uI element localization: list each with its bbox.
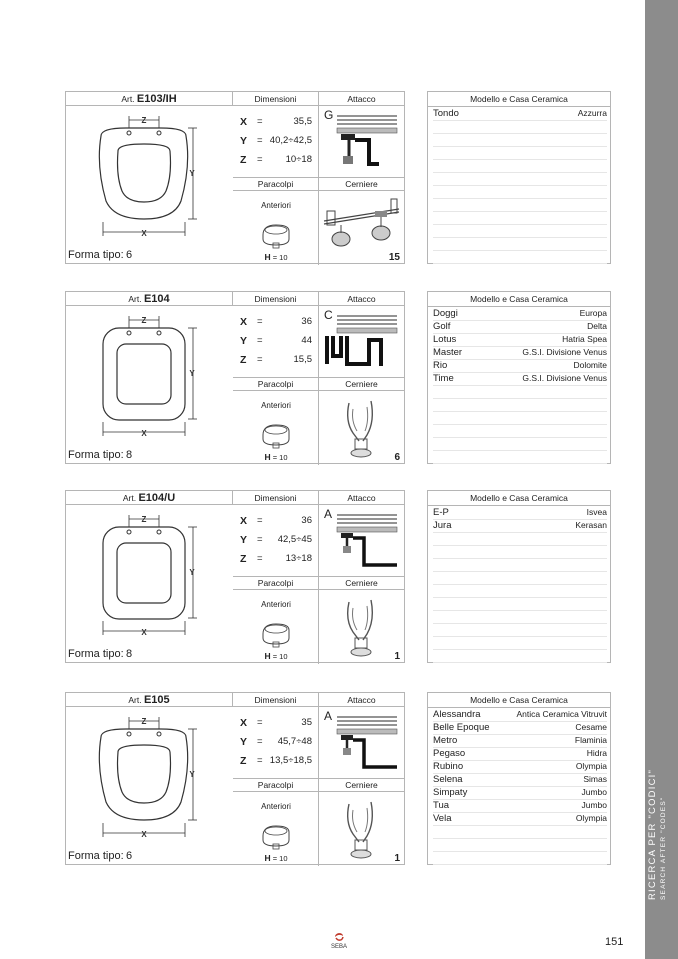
- model-row: [433, 786, 607, 800]
- hinges-header: Cerniere: [319, 576, 404, 590]
- article-header: [66, 292, 233, 306]
- product-card: [65, 692, 405, 865]
- model-row: [433, 773, 607, 787]
- dim-key-x: X: [240, 116, 248, 128]
- product-block: [65, 692, 611, 865]
- hinge-number: 6: [394, 452, 400, 463]
- dim-value-x: 35: [301, 717, 312, 728]
- model-row: [433, 237, 607, 251]
- model-row: [433, 320, 607, 334]
- seat-diagram: [66, 505, 233, 645]
- dim-key-x: X: [240, 717, 248, 729]
- hinge-number: 1: [394, 853, 400, 864]
- model-row: [433, 250, 607, 264]
- model-brand: Jumbo: [581, 787, 607, 797]
- model-brand: Dolomite: [573, 360, 607, 370]
- product-block: [65, 490, 611, 663]
- bumpers-header: Paracolpi: [233, 177, 319, 191]
- article-header: [66, 491, 233, 505]
- model-row: [433, 734, 607, 748]
- bumpers-cell: [233, 792, 319, 866]
- dim-eq: =: [257, 116, 263, 127]
- compatible-models-table: [427, 490, 611, 663]
- height-eq-value: = 10: [272, 652, 288, 661]
- dimensions-values: [233, 306, 319, 377]
- dim-row-y: [233, 135, 319, 151]
- compatible-models-table: [427, 91, 611, 264]
- model-row: [433, 411, 607, 425]
- height-eq-value: = 10: [272, 854, 288, 863]
- dimensions-header: Dimensioni: [233, 92, 319, 106]
- model-row: [433, 359, 607, 373]
- y-axis-label: Y: [189, 568, 195, 577]
- model-row: [433, 198, 607, 212]
- hinges-cell: [319, 590, 404, 664]
- model-brand: G.S.I. Divisione Venus: [522, 373, 607, 383]
- product-card: [65, 291, 405, 464]
- model-row: [433, 333, 607, 347]
- article-header: [66, 693, 233, 707]
- shape-type-value: 6: [126, 850, 133, 862]
- models-header: Modello e Casa Ceramica: [428, 292, 610, 307]
- models-header: Modello e Casa Ceramica: [428, 491, 610, 506]
- art-label: Art.: [128, 294, 142, 304]
- article-header: [66, 92, 233, 106]
- model-brand: Flaminia: [574, 735, 607, 745]
- model-name: Rubino: [433, 761, 464, 772]
- article-code: E104: [143, 293, 170, 305]
- front-bumpers-label: Anteriori: [261, 401, 291, 410]
- compatible-models-table: [427, 291, 611, 464]
- attachment-letter: A: [324, 709, 333, 723]
- model-row: [433, 107, 607, 121]
- model-name: E-P: [433, 507, 449, 518]
- product-block: [65, 291, 611, 464]
- model-name: Doggi: [433, 308, 458, 319]
- model-brand: Olympia: [575, 761, 607, 771]
- model-brand: Jumbo: [581, 800, 607, 810]
- model-name: Rio: [433, 360, 448, 371]
- dim-eq: =: [257, 553, 263, 564]
- model-row: [433, 636, 607, 650]
- dim-eq: =: [257, 717, 263, 728]
- dim-key-y: Y: [240, 335, 248, 347]
- model-brand: Hatria Spea: [562, 334, 607, 344]
- dimensions-values: [233, 505, 319, 576]
- model-brand: Simas: [583, 774, 607, 784]
- dim-row-y: [233, 534, 319, 550]
- dim-row-z: [233, 553, 319, 569]
- dim-value-y: 44: [301, 335, 312, 346]
- product-card: [65, 91, 405, 264]
- article-code: E105: [143, 694, 170, 706]
- model-brand: Isvea: [586, 507, 607, 517]
- sidebar-line-2: SEARCH AFTER "CODES": [660, 796, 667, 900]
- y-axis-label: Y: [189, 369, 195, 378]
- dim-key-z: Z: [240, 154, 247, 166]
- shape-type: [68, 850, 132, 862]
- x-axis-label: X: [141, 229, 147, 238]
- x-axis-label: X: [141, 429, 147, 438]
- attachment-header: Attacco: [319, 693, 404, 707]
- model-row: [433, 825, 607, 839]
- model-row: [433, 851, 607, 865]
- front-bumpers-label: Anteriori: [261, 802, 291, 811]
- y-axis-label: Y: [189, 770, 195, 779]
- hinges-cell: [319, 191, 404, 265]
- attachment-letter: G: [324, 108, 334, 122]
- shape-type-label: Forma tipo:: [68, 249, 124, 261]
- z-axis-label: Z: [141, 717, 147, 726]
- model-name: Pegaso: [433, 748, 466, 759]
- model-brand: Azzurra: [577, 108, 607, 118]
- dim-eq: =: [257, 755, 263, 766]
- dim-eq: =: [257, 316, 263, 327]
- dimensions-header: Dimensioni: [233, 693, 319, 707]
- bumpers-header: Paracolpi: [233, 576, 319, 590]
- model-name: Alessandra: [433, 709, 481, 720]
- model-row: [433, 584, 607, 598]
- model-name: Selena: [433, 774, 463, 785]
- art-label: Art.: [122, 493, 137, 503]
- bumpers-header: Paracolpi: [233, 377, 319, 391]
- dim-value-y: 42,5÷45: [277, 534, 312, 545]
- model-row: [433, 385, 607, 399]
- model-row: [433, 838, 607, 852]
- x-axis-label: X: [141, 628, 147, 637]
- dim-row-z: [233, 154, 319, 170]
- dim-eq: =: [257, 534, 263, 545]
- model-row: [433, 133, 607, 147]
- seat-diagram: [66, 106, 233, 246]
- model-brand: G.S.I. Divisione Venus: [522, 347, 607, 357]
- dim-row-x: [233, 316, 319, 332]
- page-number: 151: [605, 936, 624, 948]
- model-row: [433, 398, 607, 412]
- model-row: [433, 146, 607, 160]
- dim-row-z: [233, 755, 319, 771]
- sidebar-line-1: RICERCA PER "CODICI": [647, 768, 658, 900]
- model-row: [433, 721, 607, 735]
- logo-text: SEBA: [330, 944, 348, 950]
- z-axis-label: Z: [141, 316, 147, 325]
- model-row: [433, 597, 607, 611]
- front-bumpers-label: Anteriori: [261, 201, 291, 210]
- dim-eq: =: [257, 154, 263, 165]
- model-row: [433, 159, 607, 173]
- model-row: [433, 708, 607, 722]
- model-row: [433, 623, 607, 637]
- dim-eq: =: [257, 736, 263, 747]
- dim-key-y: Y: [240, 736, 248, 748]
- dim-key-z: Z: [240, 553, 247, 565]
- height-value: [233, 651, 319, 661]
- model-name: Vela: [433, 813, 452, 824]
- shape-type-value: 6: [126, 249, 133, 261]
- model-brand: Kerasan: [575, 520, 607, 530]
- dim-key-y: Y: [240, 135, 248, 147]
- hinge-number: 1: [394, 651, 400, 662]
- model-row: [433, 571, 607, 585]
- compatible-models-table: [427, 692, 611, 865]
- model-row: [433, 450, 607, 464]
- model-row: [433, 799, 607, 813]
- seat-diagram: [66, 306, 233, 446]
- attachment-diagram: [319, 106, 404, 177]
- model-row: [433, 172, 607, 186]
- model-row: [433, 532, 607, 546]
- dim-value-x: 35,5: [293, 116, 312, 127]
- height-value: [233, 252, 319, 262]
- dim-row-x: [233, 515, 319, 531]
- shape-type: [68, 449, 132, 461]
- dim-key-y: Y: [240, 534, 248, 546]
- dimensions-header: Dimensioni: [233, 491, 319, 505]
- bumpers-cell: [233, 191, 319, 265]
- model-row: [433, 185, 607, 199]
- height-key: H: [264, 252, 271, 262]
- hinges-cell: [319, 391, 404, 465]
- dim-row-x: [233, 116, 319, 132]
- shape-type: [68, 249, 132, 261]
- model-row: [433, 649, 607, 663]
- seba-logo-icon: [326, 928, 352, 950]
- model-row: [433, 346, 607, 360]
- dim-key-x: X: [240, 316, 248, 328]
- model-row: [433, 558, 607, 572]
- dim-value-y: 40,2÷42,5: [269, 135, 312, 146]
- hinges-header: Cerniere: [319, 778, 404, 792]
- model-name: Simpaty: [433, 787, 468, 798]
- attachment-diagram: [319, 707, 404, 778]
- model-row: [433, 506, 607, 520]
- dim-eq: =: [257, 354, 263, 365]
- z-axis-label: Z: [141, 515, 147, 524]
- shape-type-label: Forma tipo:: [68, 850, 124, 862]
- dim-key-z: Z: [240, 354, 247, 366]
- dim-value-z: 13÷18: [285, 553, 312, 564]
- model-row: [433, 610, 607, 624]
- model-brand: Olympia: [575, 813, 607, 823]
- model-name: Belle Epoque: [433, 722, 490, 733]
- model-row: [433, 519, 607, 533]
- height-key: H: [264, 651, 271, 661]
- seat-diagram: [66, 707, 233, 847]
- model-name: Golf: [433, 321, 451, 332]
- dimensions-header: Dimensioni: [233, 292, 319, 306]
- dimensions-values: [233, 106, 319, 177]
- y-axis-label: Y: [189, 169, 195, 178]
- art-label: Art.: [121, 94, 135, 104]
- shape-type-value: 8: [126, 449, 133, 461]
- dim-value-x: 36: [301, 316, 312, 327]
- hinges-cell: [319, 792, 404, 866]
- dim-row-y: [233, 335, 319, 351]
- model-name: Lotus: [433, 334, 457, 345]
- model-row: [433, 812, 607, 826]
- attachment-header: Attacco: [319, 491, 404, 505]
- dimensions-values: [233, 707, 319, 778]
- bumpers-cell: [233, 391, 319, 465]
- model-name: Time: [433, 373, 454, 384]
- models-header: Modello e Casa Ceramica: [428, 693, 610, 708]
- models-header: Modello e Casa Ceramica: [428, 92, 610, 107]
- height-eq-value: = 10: [272, 453, 288, 462]
- model-row: [433, 424, 607, 438]
- dim-value-z: 13,5÷18,5: [269, 755, 312, 766]
- model-name: Jura: [433, 520, 452, 531]
- model-row: [433, 211, 607, 225]
- height-value: [233, 452, 319, 462]
- model-brand: Cesame: [575, 722, 607, 732]
- model-row: [433, 224, 607, 238]
- dim-value-z: 15,5: [293, 354, 312, 365]
- model-row: [433, 437, 607, 451]
- model-row: [433, 747, 607, 761]
- height-value: [233, 853, 319, 863]
- article-code: E104/U: [138, 492, 176, 504]
- attachment-header: Attacco: [319, 292, 404, 306]
- attachment-header: Attacco: [319, 92, 404, 106]
- height-key: H: [264, 853, 271, 863]
- dim-eq: =: [257, 515, 263, 526]
- dim-value-x: 36: [301, 515, 312, 526]
- model-name: Tondo: [433, 108, 459, 119]
- attachment-letter: C: [324, 308, 333, 322]
- model-name: Metro: [433, 735, 458, 746]
- dim-row-z: [233, 354, 319, 370]
- shape-type-label: Forma tipo:: [68, 648, 124, 660]
- dim-eq: =: [257, 135, 263, 146]
- model-brand: Europa: [579, 308, 607, 318]
- shape-type: [68, 648, 132, 660]
- dim-value-z: 10÷18: [285, 154, 312, 165]
- dim-row-x: [233, 717, 319, 733]
- model-row: [433, 307, 607, 321]
- dim-row-y: [233, 736, 319, 752]
- dim-key-x: X: [240, 515, 248, 527]
- art-label: Art.: [128, 695, 142, 705]
- model-row: [433, 545, 607, 559]
- bumpers-cell: [233, 590, 319, 664]
- product-card: [65, 490, 405, 663]
- attachment-diagram: [319, 306, 404, 377]
- dim-eq: =: [257, 335, 263, 346]
- hinges-header: Cerniere: [319, 177, 404, 191]
- model-name: Tua: [433, 800, 450, 811]
- model-brand: Antica Ceramica Vitruvit: [516, 709, 607, 719]
- article-code: E103/IH: [136, 93, 177, 105]
- model-row: [433, 120, 607, 134]
- model-brand: Delta: [587, 321, 607, 331]
- height-eq-value: = 10: [272, 253, 288, 262]
- hinge-number: 15: [388, 252, 400, 263]
- front-bumpers-label: Anteriori: [261, 600, 291, 609]
- shape-type-label: Forma tipo:: [68, 449, 124, 461]
- model-name: Master: [433, 347, 463, 358]
- attachment-diagram: [319, 505, 404, 576]
- product-block: [65, 91, 611, 264]
- model-row: [433, 760, 607, 774]
- hinges-header: Cerniere: [319, 377, 404, 391]
- x-axis-label: X: [141, 830, 147, 839]
- dim-value-y: 45,7÷48: [277, 736, 312, 747]
- model-brand: Hidra: [586, 748, 607, 758]
- shape-type-value: 8: [126, 648, 133, 660]
- height-key: H: [264, 452, 271, 462]
- attachment-letter: A: [324, 507, 333, 521]
- bumpers-header: Paracolpi: [233, 778, 319, 792]
- z-axis-label: Z: [141, 116, 147, 125]
- dim-key-z: Z: [240, 755, 247, 767]
- sidebar-caption: [647, 640, 669, 900]
- model-row: [433, 372, 607, 386]
